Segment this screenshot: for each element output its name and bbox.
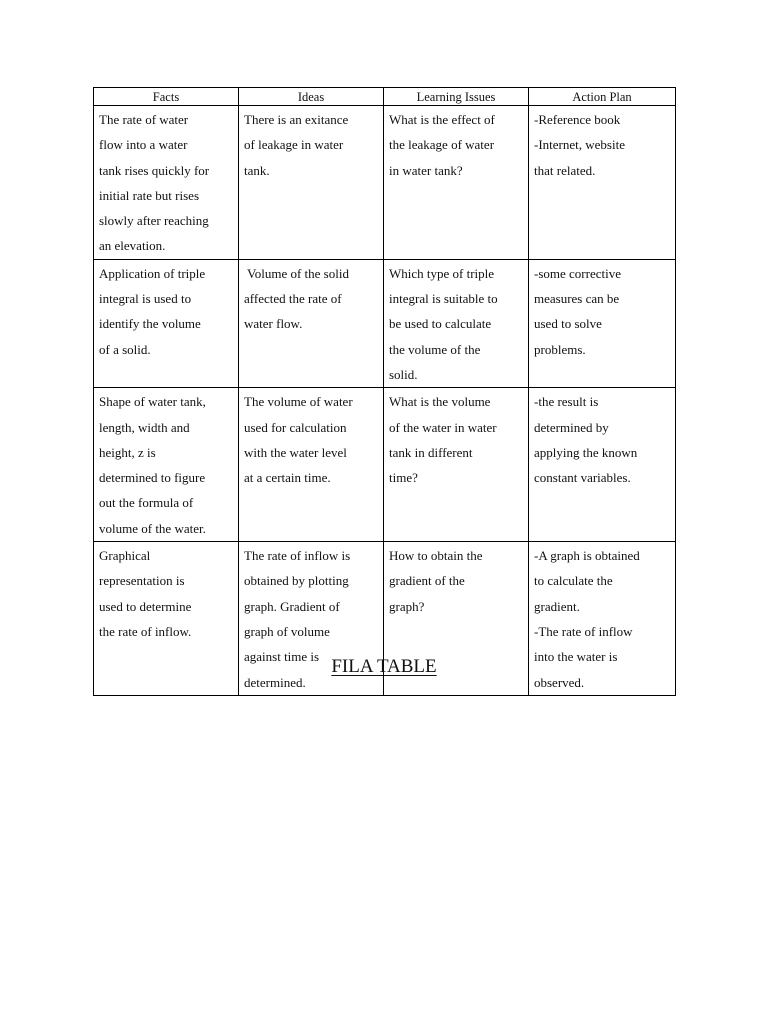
cell-line: with the water level [244,444,347,460]
cell-line: that related. [534,162,596,178]
cell-line: the rate of inflow. [99,623,192,639]
cell-line: The volume of water [244,394,353,410]
cell-line: What is the effect of [389,112,495,127]
cell-line: the leakage of water [389,137,495,153]
cell-line: volume of the water. [99,520,206,536]
cell-line: integral is used to [99,291,192,307]
cell-line: at a certain time. [244,470,331,486]
cell-line: height, z is [99,444,156,460]
cell-line: identify the volume [99,316,201,332]
cell-line: applying the known [534,444,638,460]
cell-line: graph of volume [244,623,330,639]
cell-line: graph? [389,598,425,614]
cell-line: to calculate the [534,573,613,589]
cell-line: flow into a water [99,137,188,153]
cell-line: water flow. [244,316,303,332]
cell-line: in water tank? [389,162,463,178]
cell-line: determined. [244,674,306,690]
cell-line: There is an exitance [244,112,349,127]
cell-line: used to solve [534,316,602,332]
cell-line: into the water is [534,649,618,665]
cell-line: The rate of inflow is [244,548,351,564]
cell-line: -A graph is obtained [534,548,640,564]
cell-line: of leakage in water [244,137,344,153]
cell-line: representation is [99,573,185,589]
fila-table [93,87,676,696]
cell-line: length, width and [99,419,190,435]
cell-line: obtained by plotting [244,573,349,589]
cell-line: -Reference book [534,112,621,127]
caption-text: FILA TABLE [331,656,437,677]
action-plan-cell [529,259,676,387]
learning-issues-cell [384,388,529,542]
cell-line: slowly after reaching [99,213,209,229]
cell-line: used to determine [99,598,192,614]
action-plan-cell [529,388,676,542]
cell-line: tank in different [389,444,473,460]
cell-line: time? [389,470,418,486]
cell-line: determined to figure [99,470,206,486]
cell-line: Volume of the solid [244,265,349,281]
cell-line: Application of triple [99,265,206,281]
cell-line: The rate of water [99,112,189,127]
cell-line: Graphical [99,548,151,564]
cell-line: -The rate of inflow [534,623,633,639]
cell-line: out the formula of [99,495,194,511]
facts-cell [94,259,239,387]
table-caption [0,655,768,679]
cell-line: Shape of water tank, [99,394,206,410]
cell-line: -the result is [534,394,599,410]
cell-line: against time is [244,649,320,665]
ideas-cell [239,388,384,542]
cell-line: tank. [244,162,270,178]
cell-line: graph. Gradient of [244,598,340,614]
cell-line: -Internet, website [534,137,625,153]
header-facts: Facts [94,88,239,106]
cell-line: an elevation. [99,238,166,254]
cell-line: of a solid. [99,341,151,357]
table-row [94,388,676,542]
facts-cell [94,106,239,260]
cell-line: integral is suitable to [389,291,498,307]
table-row [94,259,676,387]
cell-line: of the water in water [389,419,497,435]
cell-line: gradient. [534,598,580,614]
table-row [94,106,676,260]
header-ideas: Ideas [239,88,384,106]
header-row [94,88,676,106]
cell-line: be used to calculate [389,316,492,332]
cell-line: the volume of the [389,341,481,357]
header-action-plan: Action Plan [529,88,676,106]
learning-issues-cell [384,259,529,387]
cell-line: affected the rate of [244,291,342,307]
cell-line: Which type of triple [389,265,495,281]
action-plan-cell [529,106,676,260]
cell-line: tank rises quickly for [99,162,210,178]
cell-line: initial rate but rises [99,187,200,203]
cell-line: What is the volume [389,394,491,410]
cell-line: determined by [534,419,609,435]
ideas-cell [239,106,384,260]
cell-line: observed. [534,674,585,690]
cell-line: constant variables. [534,470,631,486]
cell-line: measures can be [534,291,620,307]
cell-line: gradient of the [389,573,465,589]
cell-line: solid. [389,366,418,382]
cell-line: used for calculation [244,419,347,435]
learning-issues-cell [384,106,529,260]
header-learning-issues: Learning Issues [384,88,529,106]
cell-line: problems. [534,341,586,357]
facts-cell [94,388,239,542]
cell-line: How to obtain the [389,548,483,564]
cell-line: -some corrective [534,265,621,281]
ideas-cell [239,259,384,387]
